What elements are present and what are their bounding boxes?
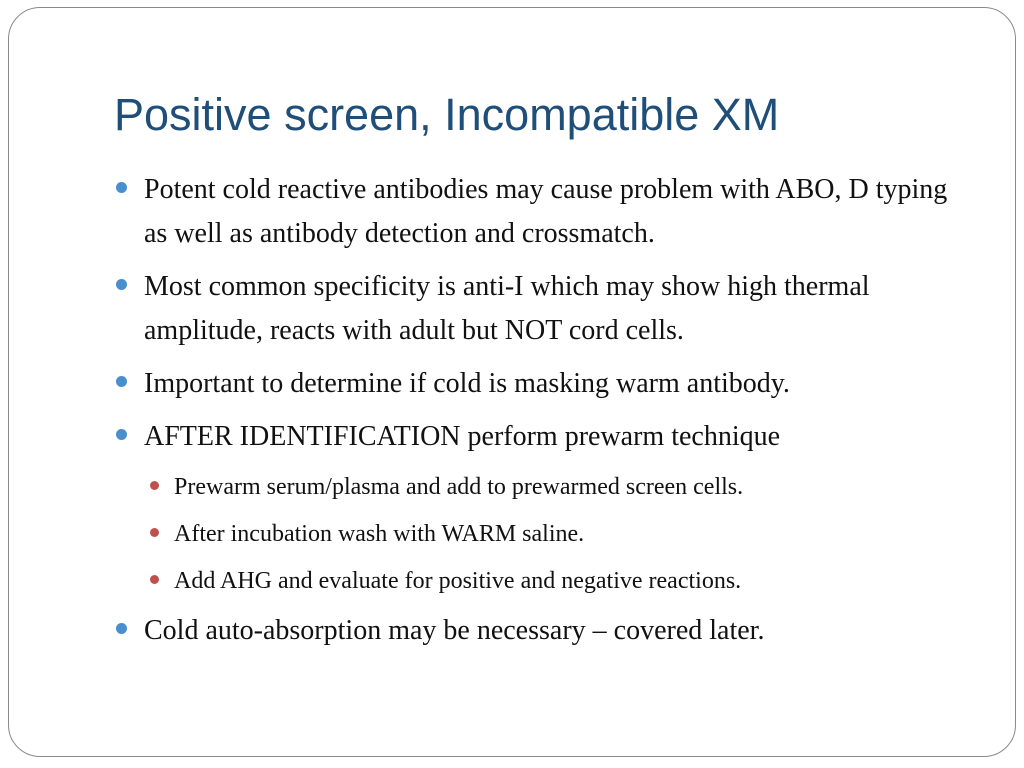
slide-title: Positive screen, Incompatible XM xyxy=(114,89,780,140)
bullet-text: Potent cold reactive antibodies may cause problem with ABO, D typing as well as antibody detection and crossmatch. xyxy=(144,174,948,249)
sub-bullet-dot-icon xyxy=(150,575,159,584)
bullet-list xyxy=(114,168,974,662)
bullet-text: Important to determine if cold is masking warm antibody. xyxy=(144,368,790,399)
sub-bullet-dot-icon xyxy=(150,481,159,490)
sub-bullet-dot-icon xyxy=(150,528,159,537)
sub-bullet-text: After incubation wash with WARM saline. xyxy=(174,521,585,547)
bullet-dot-icon xyxy=(116,279,127,290)
bullet-item xyxy=(114,362,974,406)
bullet-item xyxy=(114,265,974,353)
bullet-text: Most common specificity is anti-I which may show high thermal amplitude, reacts with adult but NOT cord cells. xyxy=(144,271,870,346)
bullet-text: Cold auto-absorption may be necessary – covered later. xyxy=(144,615,765,646)
sub-bullet-item xyxy=(114,562,974,600)
sub-bullet-text: Prewarm serum/plasma and add to prewarmed screen cells. xyxy=(174,474,744,500)
bullet-dot-icon xyxy=(116,429,127,440)
bullet-dot-icon xyxy=(116,182,127,193)
bullet-item xyxy=(114,415,974,459)
bullet-dot-icon xyxy=(116,376,127,387)
bullet-item xyxy=(114,609,974,653)
bullet-dot-icon xyxy=(116,623,127,634)
bullet-text: AFTER IDENTIFICATION perform prewarm technique xyxy=(144,421,781,452)
bullet-item xyxy=(114,168,974,256)
sub-bullet-item xyxy=(114,468,974,506)
sub-bullet-text: Add AHG and evaluate for positive and negative reactions. xyxy=(174,568,742,594)
sub-bullet-item xyxy=(114,515,974,553)
